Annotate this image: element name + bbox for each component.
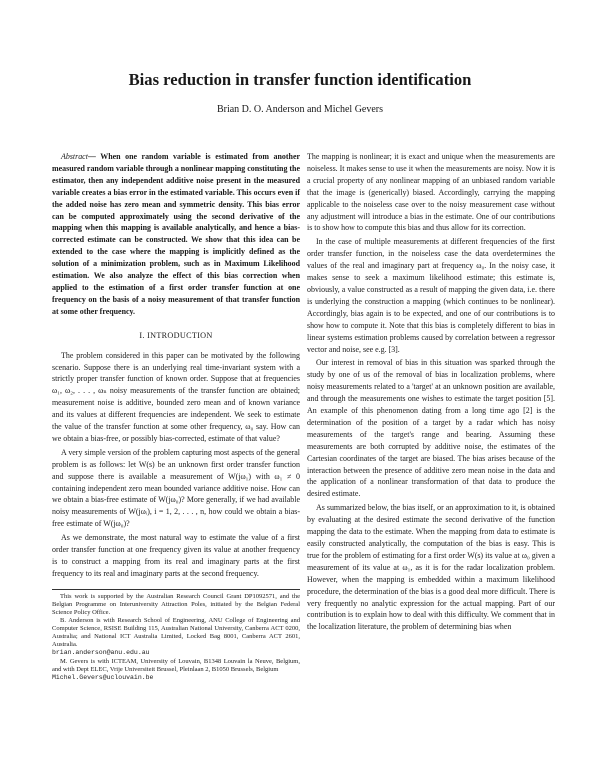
abstract bbox=[52, 151, 300, 318]
body-paragraph-1: The mapping is nonlinear; it is exact and unique when the measurements are noiseless. It makes sense to use it when the measurements are noisy. Now it is a crucial property of any nonlinear mapping of an unbiased random variable that the image is (generically) biased. Accordingly, carrying the mapping applicable to the noiseless case over to the noisy measurement case without any adjustment will introduce a bias in the estimate. One of our contributions is to show how to compute this bias and thus allow for its correction. bbox=[307, 152, 555, 233]
gevers-email: Michel.Gevers@uclouvain.be bbox=[52, 673, 154, 681]
paper-authors: Brian D. O. Anderson and Michel Gevers bbox=[216, 104, 384, 115]
abstract-text: — When one random variable is estimated from another measured random variable through a nonlinear mapping constituting the estimator, then any independent additive noise present in the measured variable creates a bias error in the estimated variable. This occurs even if the added noise has zero mean and symmetric density. This bias error can be computed approximately using the second derivative of the mapping when this mapping is available analytically, and hence a bias-corrected estimate can be constructed. We show that this idea can be extended to the case where the mapping is implicitly defined as the solution of a minimization problem, such as in Maximum Likelihood estimation. We also analyze the effect of this bias correction when applied to the estimation of a first order transfer function at one frequency on the basis of a noisy measurement of that transfer function at some other frequency. bbox=[52, 152, 300, 316]
body-paragraph-4: As summarized below, the bias itself, or an approximation to it, is obtained by evaluating at the desired estimate the second derivative of the function mapping the data to the estimate. When the mapping from data to estimate is easily constructed analytically, the computation of the bias is easy. This is true for the problem of estimating for a first order W(s) its value at ω₀ given a measurement of its value at ω₁, as it is for the radar localization problem. However, when the mapping is embedded within a maximum likelihood procedure, the determination of the bias is a good deal more difficult. There is very frequently no analytic expression for the actual mapping. Part of our contribution is to explain how to deal with this difficulty. We comment that in the localization literature, the problem of determining bias when bbox=[307, 503, 555, 632]
footnote-anderson: B. Anderson is with Research School of Engineering, ANU College of Engineering and Computer Science, RSISE Building 115, Australian National University, Canberra ACT 0200, Australia; and National ICT Australia Limited, Locked Bag 8001, Canberra ACT 2601, Australia. bbox=[52, 617, 300, 649]
intro-paragraph-3: As we demonstrate, the most natural way to estimate the value of a first order transfer function at one frequency given its value at another frequency is to construct a mapping from its real and imaginary parts at the first frequency to its real and imaginary parts at the second frequency. bbox=[52, 533, 300, 578]
footnote-funding: This work is supported by the Australian Research Council Grant DP1092571, and the Belgian Programme on Interuniversity Attraction Poles, initiated by the Belgian Federal Science Policy Office. bbox=[52, 592, 300, 616]
intro-paragraph-2: A very simple version of the problem capturing most aspects of the general problem is as follows: let W(s) be an unknown first order transfer function and suppose there is available a measurement of W(jω₁) with ω₁ ≠ 0 containing independent zero mean bounded variance additive noise. How can we obtain a bias-free estimate of W(jω₀)? More generally, if we had available noisy measurements of W(jωᵢ), i = 1, 2, . . . , n, how could we obtain a bias-free estimate of W(jω₀)? bbox=[52, 447, 300, 529]
anderson-email: brian.anderson@anu.edu.au bbox=[52, 649, 150, 657]
intro-paragraph-1: The problem considered in this paper can be motivated by the following scenario. Suppose there is an underlying real time-invariant system with a strictly proper transfer function of known order. Suppose that at frequencies ω₁, ω₂, . . . , ωₙ noisy measurements of the transfer function are obtained; measurement noise is additive, bounded zero mean and of known variance and its values at different frequencies are independent. We seek to estimate the value of the transfer function at some other frequency, ω₀ say. How can we obtain a bias-free, or possibly bias-corrected, estimate of that value? bbox=[52, 350, 300, 443]
left-column bbox=[52, 151, 300, 682]
abstract-label: Abstract bbox=[61, 152, 88, 161]
section-heading: I. INTRODUCTION bbox=[139, 330, 213, 340]
footnotes bbox=[52, 589, 300, 682]
paper-title: Bias reduction in transfer function identification bbox=[128, 70, 472, 89]
footnote-gevers: M. Gevers is with ICTEAM, University of Louvain, B1348 Louvain la Neuve, Belgium, and with Dept ELEC, Vrije Universiteit Brussel, Pleinlaan 2, B1050 Brussels, Belgium bbox=[52, 657, 300, 673]
body-paragraph-2: In the case of multiple measurements at different frequencies of the first order transfer function, in the noiseless case the data overdetermines the values of the real and imaginary part at frequency ω₀. In the noisy case, it makes sense to seek a maximum likelihood estimate; this estimate is, obviously, a value constructed as a result of mapping the given data, i.e. there is underlying the construction a mapping (which continues to be nonlinear). Accordingly, bias again is to be expected, and one of our contributions is to show how to compute it. Note that this bias is completely different to bias in linear systems estimation problems caused by correlation between a regressor vector and noise, see e.g. [3]. bbox=[307, 237, 555, 354]
right-column bbox=[307, 151, 555, 635]
body-paragraph-3: Our interest in removal of bias in this situation was sparked through the study by one of us of the removal of bias in localization problems, where noisy measurements related to a 'target' at an unknown position are available, and through the measurements one wishes to estimate the target position [5]. An example of this phenomenon dating from a long time ago [2] is the determination of the position of a target by a radar which has noisy measurements of the target's range and bearing. Assuming these measurements are both corrupted by additive noise, the estimates of the Cartesian coordinates of the target are biased. The bias arises because of the interaction between the presence of additive zero mean noise in the data and the application of a nonlinear transformation of that data to produce the desired estimate. bbox=[307, 358, 555, 499]
